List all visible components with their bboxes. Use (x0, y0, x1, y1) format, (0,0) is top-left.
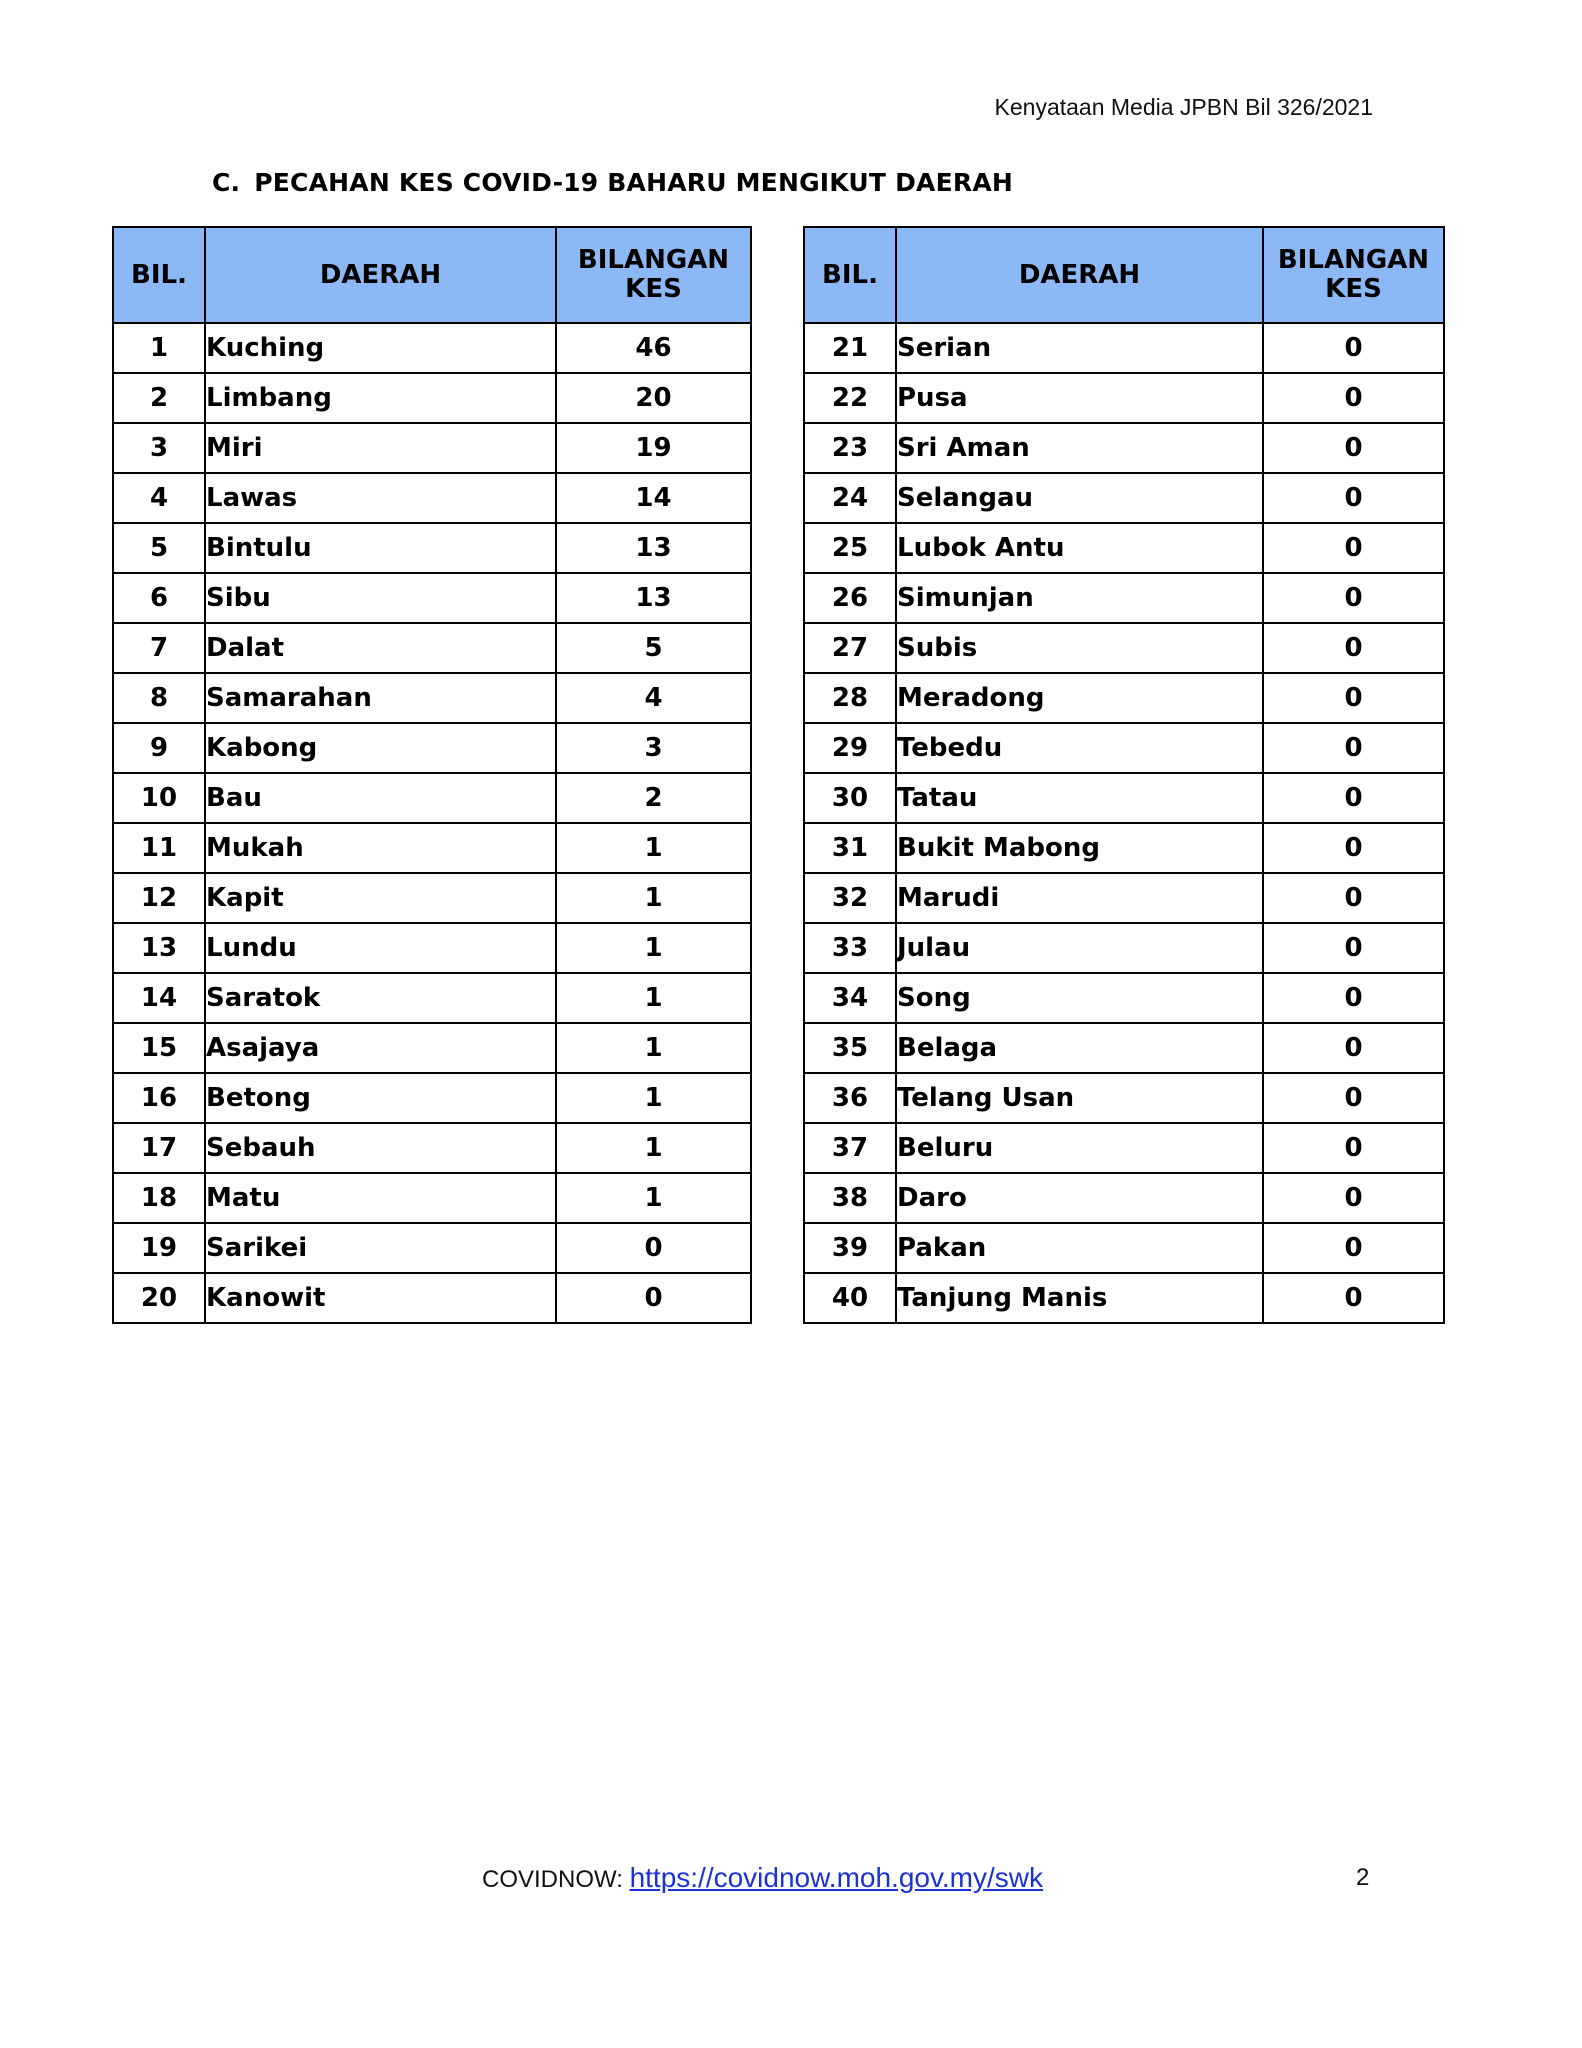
row-number: 15 (113, 1023, 205, 1073)
row-number: 21 (804, 323, 896, 373)
district-name: Lundu (205, 923, 556, 973)
row-number: 33 (804, 923, 896, 973)
table-row (113, 423, 751, 473)
table-row (113, 723, 751, 773)
case-count: 20 (556, 373, 751, 423)
district-name: Daro (896, 1173, 1263, 1223)
table-header-row (113, 227, 751, 323)
case-count: 1 (556, 1123, 751, 1173)
table-row (804, 423, 1444, 473)
row-number: 37 (804, 1123, 896, 1173)
row-number: 27 (804, 623, 896, 673)
district-name: Tatau (896, 773, 1263, 823)
table-row (113, 1073, 751, 1123)
case-count: 0 (1263, 573, 1444, 623)
district-name: Lubok Antu (896, 523, 1263, 573)
table-row (113, 573, 751, 623)
row-number: 2 (113, 373, 205, 423)
case-count: 0 (556, 1273, 751, 1323)
table-row (113, 1173, 751, 1223)
row-number: 29 (804, 723, 896, 773)
case-count: 2 (556, 773, 751, 823)
case-count: 0 (1263, 423, 1444, 473)
table-row (804, 923, 1444, 973)
row-number: 9 (113, 723, 205, 773)
district-name: Bintulu (205, 523, 556, 573)
page-number: 2 (1356, 1864, 1370, 1891)
case-count: 4 (556, 673, 751, 723)
row-number: 32 (804, 873, 896, 923)
case-count: 13 (556, 523, 751, 573)
table-row (804, 523, 1444, 573)
row-number: 30 (804, 773, 896, 823)
header-bilangan-line2: KES (625, 274, 682, 304)
case-count: 1 (556, 1073, 751, 1123)
district-name: Belaga (896, 1023, 1263, 1073)
row-number: 20 (113, 1273, 205, 1323)
case-count: 1 (556, 873, 751, 923)
case-count: 1 (556, 923, 751, 973)
header-bilangan-line2: KES (1325, 274, 1382, 304)
row-number: 38 (804, 1173, 896, 1223)
section-title (212, 168, 1013, 197)
district-name: Sri Aman (896, 423, 1263, 473)
district-name: Kabong (205, 723, 556, 773)
table-body-right (804, 323, 1444, 1323)
case-count: 1 (556, 1173, 751, 1223)
header-bil: BIL. (804, 227, 896, 323)
table-row (113, 773, 751, 823)
district-name: Telang Usan (896, 1073, 1263, 1123)
table-row (804, 973, 1444, 1023)
case-count: 19 (556, 423, 751, 473)
table-row (804, 1173, 1444, 1223)
district-name: Kapit (205, 873, 556, 923)
district-name: Beluru (896, 1123, 1263, 1173)
header-bilangan-kes (1263, 227, 1444, 323)
case-count: 0 (1263, 823, 1444, 873)
district-name: Pakan (896, 1223, 1263, 1273)
table-row (113, 973, 751, 1023)
case-count: 0 (1263, 723, 1444, 773)
table-body-left (113, 323, 751, 1323)
row-number: 19 (113, 1223, 205, 1273)
table-row (804, 823, 1444, 873)
table-row (804, 1123, 1444, 1173)
district-table-left (112, 226, 752, 1324)
table-row (113, 473, 751, 523)
table-row (804, 1273, 1444, 1323)
covidnow-link[interactable]: https://covidnow.moh.gov.my/swk (629, 1862, 1043, 1893)
row-number: 13 (113, 923, 205, 973)
district-name: Tanjung Manis (896, 1273, 1263, 1323)
district-name: Pusa (896, 373, 1263, 423)
case-count: 46 (556, 323, 751, 373)
table-row (113, 1223, 751, 1273)
table-row (113, 1273, 751, 1323)
case-count: 0 (1263, 1123, 1444, 1173)
table-row (804, 1023, 1444, 1073)
case-count: 0 (556, 1223, 751, 1273)
header-bilangan-line1: BILANGAN (1277, 245, 1430, 276)
district-name: Dalat (205, 623, 556, 673)
district-name: Lawas (205, 473, 556, 523)
footer (482, 1862, 1043, 1894)
case-count: 0 (1263, 873, 1444, 923)
case-count: 0 (1263, 1173, 1444, 1223)
row-number: 22 (804, 373, 896, 423)
district-name: Kuching (205, 323, 556, 373)
district-name: Sebauh (205, 1123, 556, 1173)
district-name: Simunjan (896, 573, 1263, 623)
district-name: Marudi (896, 873, 1263, 923)
row-number: 6 (113, 573, 205, 623)
row-number: 34 (804, 973, 896, 1023)
header-daerah: DAERAH (205, 227, 556, 323)
district-name: Sarikei (205, 1223, 556, 1273)
table-row (804, 1073, 1444, 1123)
district-name: Sibu (205, 573, 556, 623)
row-number: 25 (804, 523, 896, 573)
row-number: 24 (804, 473, 896, 523)
district-name: Matu (205, 1173, 556, 1223)
district-name: Meradong (896, 673, 1263, 723)
row-number: 28 (804, 673, 896, 723)
case-count: 1 (556, 823, 751, 873)
district-name: Subis (896, 623, 1263, 673)
district-name: Selangau (896, 473, 1263, 523)
row-number: 40 (804, 1273, 896, 1323)
case-count: 0 (1263, 473, 1444, 523)
table-row (113, 673, 751, 723)
district-name: Tebedu (896, 723, 1263, 773)
table-row (113, 523, 751, 573)
district-table-right (803, 226, 1445, 1324)
row-number: 5 (113, 523, 205, 573)
case-count: 0 (1263, 523, 1444, 573)
district-name: Bau (205, 773, 556, 823)
district-name: Miri (205, 423, 556, 473)
row-number: 14 (113, 973, 205, 1023)
row-number: 17 (113, 1123, 205, 1173)
case-count: 1 (556, 973, 751, 1023)
row-number: 4 (113, 473, 205, 523)
table-row (113, 873, 751, 923)
case-count: 1 (556, 1023, 751, 1073)
row-number: 23 (804, 423, 896, 473)
row-number: 31 (804, 823, 896, 873)
table-row (804, 323, 1444, 373)
row-number: 7 (113, 623, 205, 673)
row-number: 8 (113, 673, 205, 723)
case-count: 0 (1263, 973, 1444, 1023)
table-row (113, 1123, 751, 1173)
case-count: 0 (1263, 923, 1444, 973)
header-daerah: DAERAH (896, 227, 1263, 323)
case-count: 0 (1263, 1023, 1444, 1073)
row-number: 36 (804, 1073, 896, 1123)
section-letter: C. (212, 168, 241, 197)
district-name: Asajaya (205, 1023, 556, 1073)
case-count: 0 (1263, 323, 1444, 373)
row-number: 11 (113, 823, 205, 873)
case-count: 0 (1263, 1273, 1444, 1323)
district-name: Bukit Mabong (896, 823, 1263, 873)
row-number: 12 (113, 873, 205, 923)
table-row (804, 473, 1444, 523)
table-row (113, 823, 751, 873)
row-number: 39 (804, 1223, 896, 1273)
row-number: 1 (113, 323, 205, 373)
district-name: Betong (205, 1073, 556, 1123)
district-name: Serian (896, 323, 1263, 373)
district-name: Saratok (205, 973, 556, 1023)
section-title-text: PECAHAN KES COVID-19 BAHARU MENGIKUT DAERAH (254, 168, 1013, 197)
table-row (804, 773, 1444, 823)
table-row (804, 573, 1444, 623)
case-count: 13 (556, 573, 751, 623)
table-row (113, 623, 751, 673)
row-number: 26 (804, 573, 896, 623)
case-count: 5 (556, 623, 751, 673)
case-count: 0 (1263, 373, 1444, 423)
header-bil: BIL. (113, 227, 205, 323)
case-count: 0 (1263, 623, 1444, 673)
district-name: Mukah (205, 823, 556, 873)
case-count: 14 (556, 473, 751, 523)
table-row (113, 323, 751, 373)
case-count: 3 (556, 723, 751, 773)
header-bilangan-line1: BILANGAN (577, 245, 730, 276)
table-row (804, 623, 1444, 673)
table-header-row (804, 227, 1444, 323)
case-count: 0 (1263, 1073, 1444, 1123)
district-name: Julau (896, 923, 1263, 973)
district-name: Limbang (205, 373, 556, 423)
table-row (804, 723, 1444, 773)
row-number: 16 (113, 1073, 205, 1123)
row-number: 3 (113, 423, 205, 473)
table-row (804, 673, 1444, 723)
row-number: 18 (113, 1173, 205, 1223)
row-number: 35 (804, 1023, 896, 1073)
table-row (113, 1023, 751, 1073)
table-row (113, 373, 751, 423)
table-row (804, 1223, 1444, 1273)
district-name: Kanowit (205, 1273, 556, 1323)
case-count: 0 (1263, 773, 1444, 823)
table-row (113, 923, 751, 973)
table-row (804, 873, 1444, 923)
row-number: 10 (113, 773, 205, 823)
case-count: 0 (1263, 1223, 1444, 1273)
district-name: Song (896, 973, 1263, 1023)
footer-label: COVIDNOW: (482, 1866, 630, 1893)
document-reference: Kenyataan Media JPBN Bil 326/2021 (994, 94, 1373, 120)
table-row (804, 373, 1444, 423)
district-name: Samarahan (205, 673, 556, 723)
case-count: 0 (1263, 673, 1444, 723)
header-bilangan-kes (556, 227, 751, 323)
